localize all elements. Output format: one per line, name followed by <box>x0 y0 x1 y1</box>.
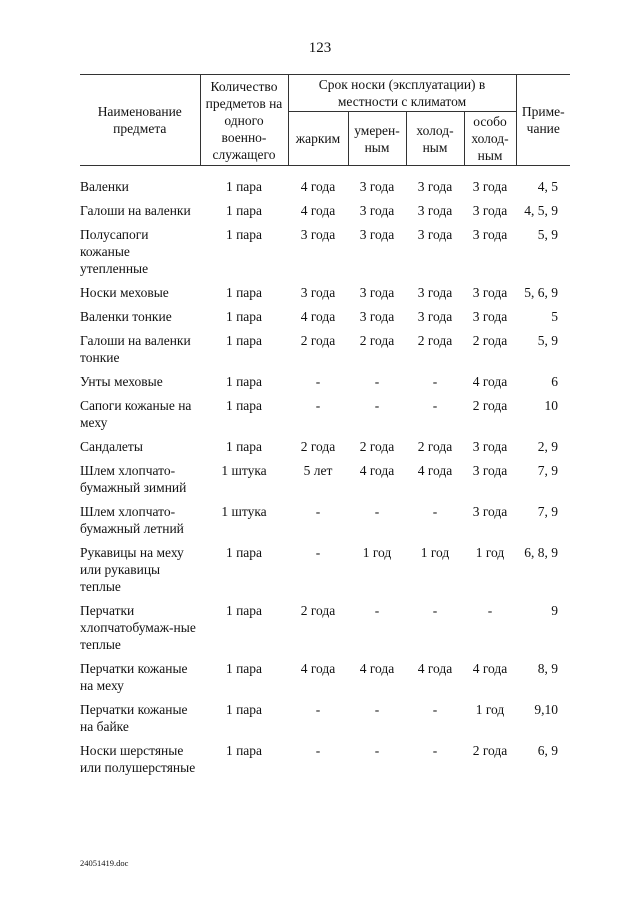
item-name: Унты меховые <box>80 374 163 389</box>
period-hot: - <box>315 545 321 560</box>
item-name: Сандалеты <box>80 439 143 454</box>
period-moderate: - <box>374 702 380 717</box>
period-cold: - <box>432 504 438 519</box>
table-row <box>80 742 570 783</box>
period-moderate: - <box>374 743 380 758</box>
period-cold: 2 года <box>417 439 453 454</box>
period-cold: 2 года <box>417 333 453 348</box>
header-climate-hot: жарким <box>288 112 348 166</box>
item-quantity: 1 пара <box>225 439 263 454</box>
item-name: Галоши на валенки тонкие <box>80 333 191 365</box>
table-row <box>80 202 570 226</box>
item-note: 9,10 <box>534 702 559 717</box>
period-hot: 2 года <box>300 333 336 348</box>
item-quantity: 1 пара <box>225 309 263 324</box>
item-note: 10 <box>544 398 559 413</box>
period-cold: - <box>432 702 438 717</box>
period-hot: 3 года <box>300 227 336 242</box>
item-quantity: 1 штука <box>221 504 267 519</box>
period-cold: - <box>432 603 438 618</box>
item-note: 8, 9 <box>537 661 559 676</box>
table-row <box>80 602 570 660</box>
item-quantity: 1 штука <box>221 463 267 478</box>
period-moderate: 2 года <box>359 439 395 454</box>
item-note: 5, 9 <box>537 227 559 242</box>
item-name: Перчатки хлопчатобумаж-ные теплые <box>80 603 196 652</box>
period-moderate: - <box>374 603 380 618</box>
period-very-cold: 3 года <box>472 463 508 478</box>
period-very-cold: - <box>487 603 493 618</box>
header-note: Приме-чание <box>516 75 570 166</box>
period-hot: 4 года <box>300 203 336 218</box>
item-name: Носки меховые <box>80 285 169 300</box>
wear-period-table <box>80 74 570 783</box>
period-very-cold: 3 года <box>472 179 508 194</box>
header-climate-very-cold: особо холод-ным <box>464 112 516 166</box>
period-very-cold: 1 год <box>475 545 505 560</box>
period-very-cold: 3 года <box>472 439 508 454</box>
item-note: 7, 9 <box>537 463 559 478</box>
period-cold: 3 года <box>417 309 453 324</box>
item-note: 2, 9 <box>537 439 559 454</box>
period-hot: 5 лет <box>303 463 333 478</box>
item-note: 5, 9 <box>537 333 559 348</box>
item-note: 6 <box>551 374 559 389</box>
table-row <box>80 284 570 308</box>
period-moderate: 3 года <box>359 309 395 324</box>
period-moderate: - <box>374 504 380 519</box>
item-note: 7, 9 <box>537 504 559 519</box>
header-quantity: Количество предметов на одного военно-служащего <box>200 75 288 166</box>
period-moderate: 3 года <box>359 203 395 218</box>
period-moderate: 3 года <box>359 227 395 242</box>
page-number: 123 <box>308 40 332 56</box>
header-period: Срок носки (эксплуатации) в местности с климатом <box>288 75 516 112</box>
item-quantity: 1 пара <box>225 203 263 218</box>
item-quantity: 1 пара <box>225 285 263 300</box>
header-climate-cold: холод-ным <box>406 112 464 166</box>
item-quantity: 1 пара <box>225 227 263 242</box>
item-quantity: 1 пара <box>225 398 263 413</box>
period-cold: 1 год <box>420 545 450 560</box>
period-very-cold: 2 года <box>472 333 508 348</box>
item-name: Галоши на валенки <box>80 203 191 218</box>
period-very-cold: 1 год <box>475 702 505 717</box>
item-quantity: 1 пара <box>225 603 263 618</box>
period-cold: 4 года <box>417 661 453 676</box>
period-very-cold: 3 года <box>472 285 508 300</box>
file-name: 24051419.doc <box>80 858 129 868</box>
period-cold: 3 года <box>417 203 453 218</box>
period-moderate: 1 год <box>362 545 392 560</box>
period-moderate: 3 года <box>359 179 395 194</box>
table-row <box>80 373 570 397</box>
item-quantity: 1 пара <box>225 374 263 389</box>
item-name: Перчатки кожаные на байке <box>80 702 188 734</box>
item-name: Носки шерстяные или полушерстяные <box>80 743 196 775</box>
period-very-cold: 3 года <box>472 203 508 218</box>
item-note: 4, 5, 9 <box>524 203 559 218</box>
period-hot: 4 года <box>300 661 336 676</box>
period-moderate: - <box>374 398 380 413</box>
table-row <box>80 332 570 373</box>
item-name: Сапоги кожаные на меху <box>80 398 192 430</box>
item-quantity: 1 пара <box>225 333 263 348</box>
table-row <box>80 701 570 742</box>
period-hot: - <box>315 702 321 717</box>
item-note: 5, 6, 9 <box>524 285 559 300</box>
period-very-cold: 4 года <box>472 661 508 676</box>
item-quantity: 1 пара <box>225 702 263 717</box>
item-name: Шлем хлопчато-бумажный зимний <box>80 463 187 495</box>
table-row <box>80 226 570 284</box>
table-row <box>80 462 570 503</box>
period-very-cold: 4 года <box>472 374 508 389</box>
period-cold: 3 года <box>417 285 453 300</box>
item-name: Полусапоги кожаные утепленные <box>80 227 149 276</box>
period-hot: 2 года <box>300 603 336 618</box>
item-name: Валенки <box>80 179 129 194</box>
table-row <box>80 503 570 544</box>
period-cold: - <box>432 743 438 758</box>
table-row <box>80 166 570 203</box>
period-hot: 3 года <box>300 285 336 300</box>
period-hot: - <box>315 743 321 758</box>
period-hot: 4 года <box>300 179 336 194</box>
period-very-cold: 3 года <box>472 504 508 519</box>
period-very-cold: 3 года <box>472 309 508 324</box>
period-very-cold: 3 года <box>472 227 508 242</box>
period-hot: - <box>315 374 321 389</box>
table-body <box>80 166 570 784</box>
period-cold: - <box>432 398 438 413</box>
period-moderate: 2 года <box>359 333 395 348</box>
item-note: 9 <box>551 603 559 618</box>
table-row <box>80 308 570 332</box>
period-very-cold: 2 года <box>472 743 508 758</box>
period-hot: - <box>315 398 321 413</box>
table-row <box>80 438 570 462</box>
item-quantity: 1 пара <box>225 661 263 676</box>
period-cold: 4 года <box>417 463 453 478</box>
table-row <box>80 660 570 701</box>
header-name: Наименование предмета <box>80 75 200 166</box>
period-moderate: 4 года <box>359 463 395 478</box>
item-name: Рукавицы на меху или рукавицы теплые <box>80 545 184 594</box>
table-row <box>80 544 570 602</box>
item-quantity: 1 пара <box>225 743 263 758</box>
item-quantity: 1 пара <box>225 545 263 560</box>
item-name: Валенки тонкие <box>80 309 172 324</box>
period-moderate: 4 года <box>359 661 395 676</box>
period-hot: 2 года <box>300 439 336 454</box>
item-note: 5 <box>551 309 559 324</box>
period-hot: 4 года <box>300 309 336 324</box>
item-note: 4, 5 <box>537 179 559 194</box>
period-cold: 3 года <box>417 227 453 242</box>
header-climate-moderate: умерен-ным <box>348 112 406 166</box>
period-cold: 3 года <box>417 179 453 194</box>
item-note: 6, 8, 9 <box>524 545 559 560</box>
item-name: Шлем хлопчато-бумажный летний <box>80 504 184 536</box>
period-hot: - <box>315 504 321 519</box>
item-note: 6, 9 <box>537 743 559 758</box>
item-quantity: 1 пара <box>225 179 263 194</box>
item-name: Перчатки кожаные на меху <box>80 661 188 693</box>
period-very-cold: 2 года <box>472 398 508 413</box>
table-row <box>80 397 570 438</box>
period-moderate: - <box>374 374 380 389</box>
period-moderate: 3 года <box>359 285 395 300</box>
period-cold: - <box>432 374 438 389</box>
